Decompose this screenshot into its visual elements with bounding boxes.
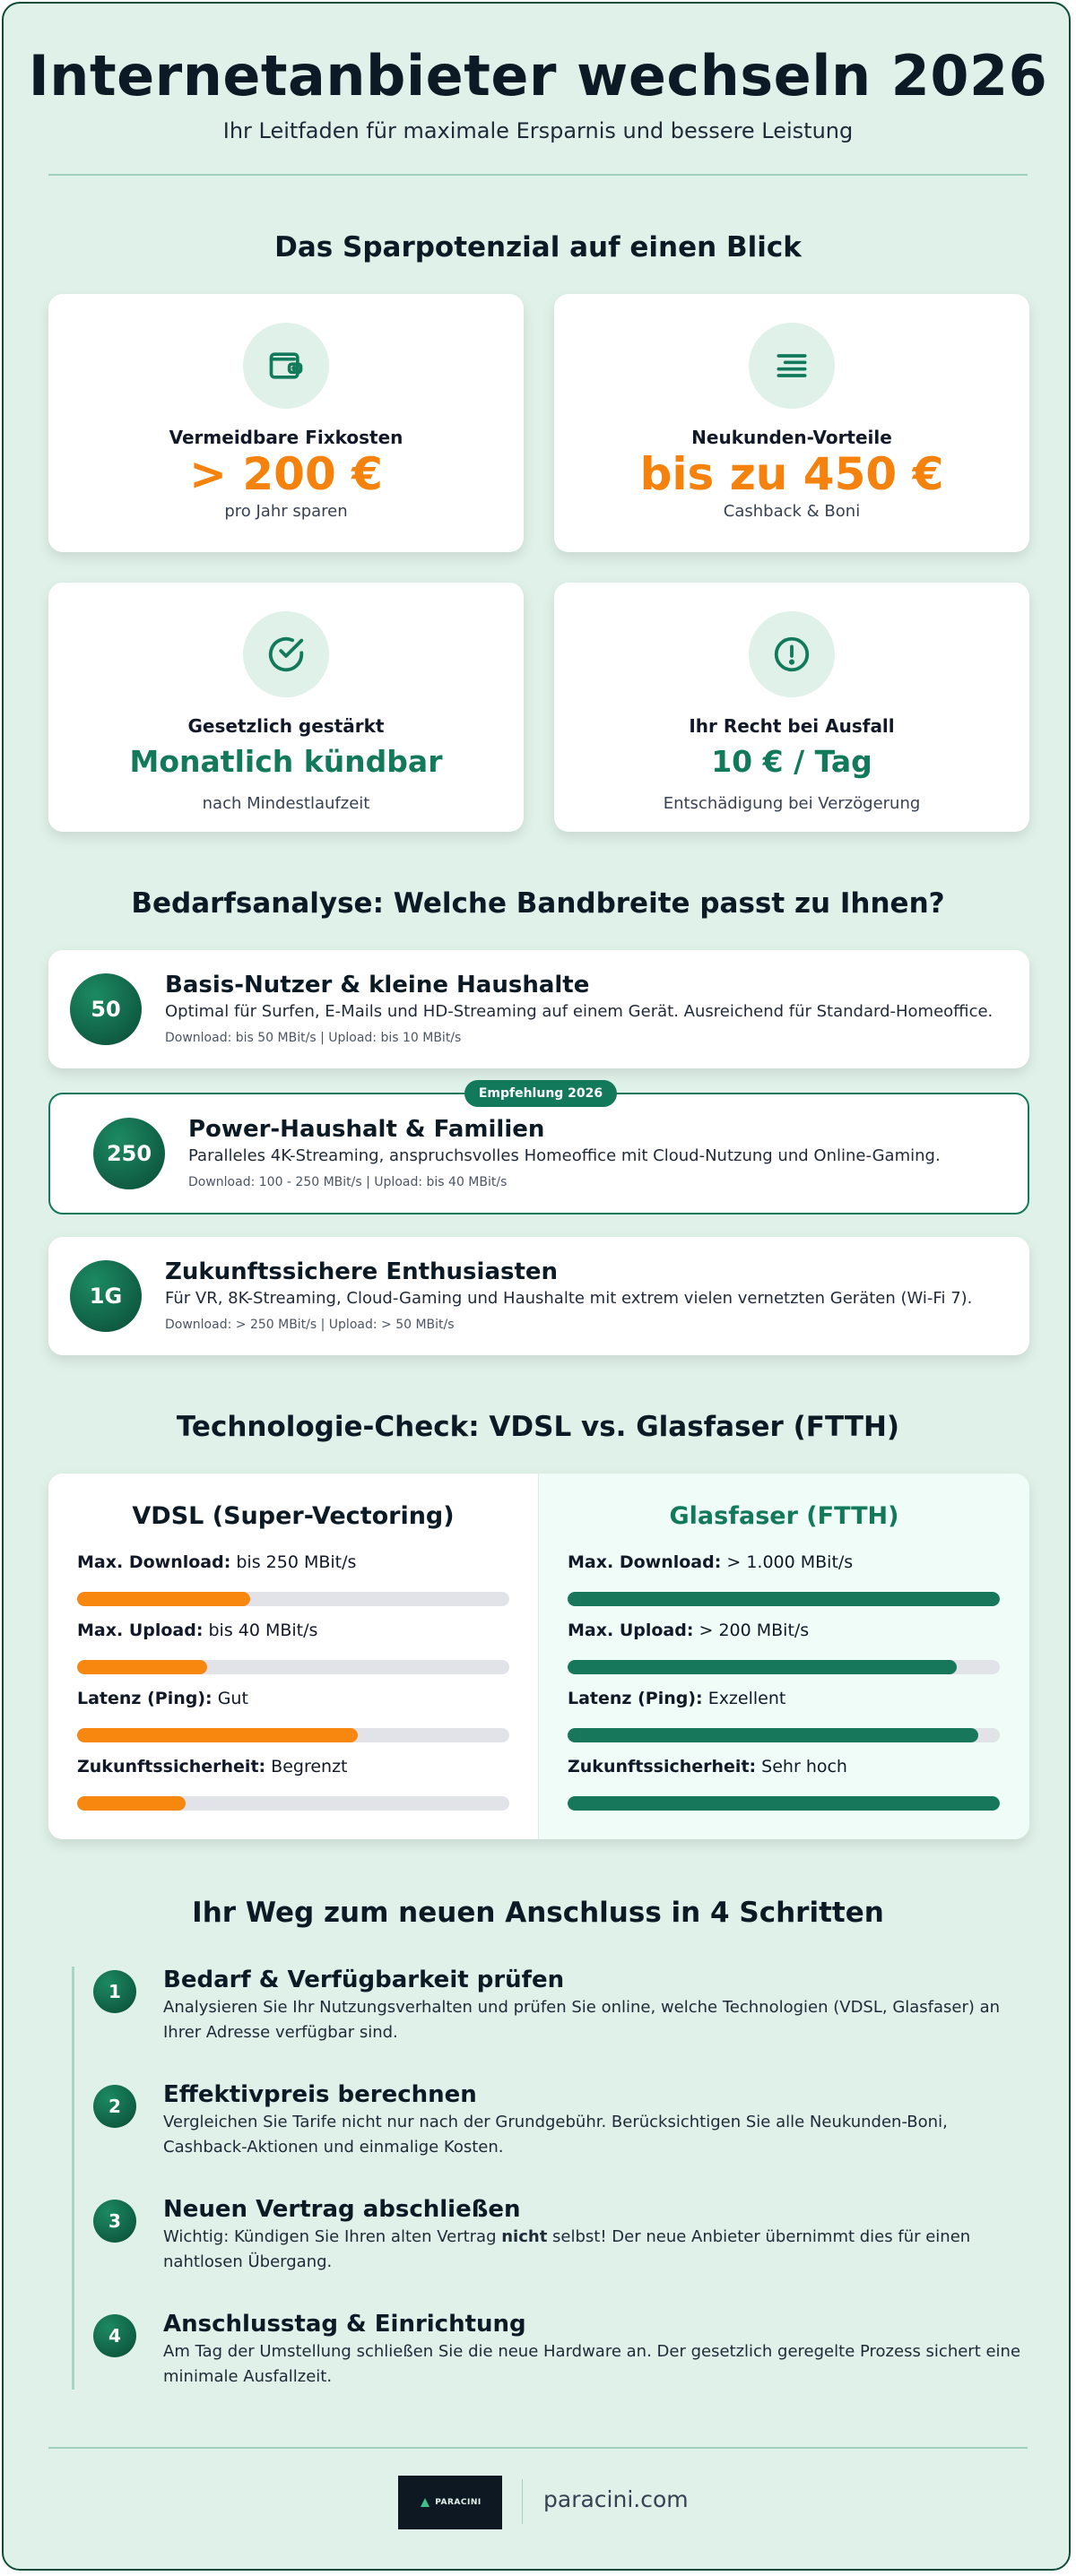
metric-latency: Latenz (Ping): Exzellent <box>568 1689 786 1708</box>
footer-website-link[interactable]: paracini.com <box>543 2486 689 2512</box>
tech-section-title: Technologie-Check: VDSL vs. Glasfaser (FTTH) <box>176 1411 900 1443</box>
metric-bar <box>77 1796 509 1811</box>
stat-subtext: Cashback & Boni <box>723 502 861 521</box>
stat-subtext: pro Jahr sparen <box>224 502 348 521</box>
stat-card-outage <box>554 583 1029 832</box>
step-number: 4 <box>93 2314 136 2357</box>
bandwidth-badge: 50 <box>70 973 142 1045</box>
logo-mark-icon <box>419 2496 431 2509</box>
step-description: Am Tag der Umstellung schließen Sie die neue Hardware an. Der gesetzlich geregelte Prozess sichert eine minimale Ausfallzeit. <box>163 2342 1021 2386</box>
stat-label: Ihr Recht bei Ausfall <box>689 715 895 737</box>
need-speeds: Download: 100 - 250 MBit/s | Upload: bis 40 MBit/s <box>188 1175 508 1189</box>
footer-divider-line <box>48 2447 1028 2449</box>
need-description: Optimal für Surfen, E-Mails und HD-Streaming auf einem Gerät. Ausreichend für Standard-Homeoffice. <box>165 1002 994 1021</box>
tech-comparison <box>48 1474 1029 1839</box>
needs-section-title: Bedarfsanalyse: Welche Bandbreite passt zu Ihnen? <box>131 887 945 920</box>
step-title: Neuen Vertrag abschließen <box>163 2196 521 2223</box>
step-description: Vergleichen Sie Tarife nicht nur nach der Grundgebühr. Berücksichtigen Sie alle Neukunden-Boni, Cashback-Aktionen und einmalige Kosten. <box>163 2113 948 2157</box>
metric-bar <box>77 1660 509 1674</box>
page-subtitle: Ihr Leitfaden für maximale Ersparnis und bessere Leistung <box>222 118 854 143</box>
infographic-frame <box>2 2 1071 2571</box>
stat-card-cancellation <box>48 583 524 832</box>
metric-bar <box>77 1592 509 1606</box>
need-title: Zukunftssichere Enthusiasten <box>165 1258 559 1285</box>
metric-upload: Max. Upload: bis 40 MBit/s <box>77 1621 318 1640</box>
stat-value: > 200 € <box>189 448 383 500</box>
need-speeds: Download: bis 50 MBit/s | Upload: bis 10 MBit/s <box>165 1031 462 1045</box>
header-divider <box>48 174 1028 176</box>
need-card-enthusiast <box>48 1237 1029 1355</box>
wallet-icon <box>243 323 329 409</box>
step-number: 1 <box>93 1970 136 2013</box>
stat-card-new-customer <box>554 294 1029 552</box>
tech-column-title: VDSL (Super-Vectoring) <box>132 1502 455 1530</box>
metric-download: Max. Download: bis 250 MBit/s <box>77 1552 357 1572</box>
stat-card-fixed-costs <box>48 294 524 552</box>
stat-label: Vermeidbare Fixkosten <box>169 427 404 448</box>
stat-subtext: nach Mindestlaufzeit <box>202 794 370 813</box>
metric-bar <box>568 1592 1000 1606</box>
steps-section-title: Ihr Weg zum neuen Anschluss in 4 Schritten <box>192 1897 884 1929</box>
recommendation-badge: Empfehlung 2026 <box>464 1080 617 1107</box>
check-circle-icon <box>243 611 329 697</box>
step-title: Effektivpreis berechnen <box>163 2081 477 2108</box>
need-description: Für VR, 8K-Streaming, Cloud-Gaming und Haushalte mit extrem vielen vernetzten Geräten (Wi-Fi 7). <box>165 1289 973 1308</box>
metric-bar <box>568 1728 1000 1742</box>
tech-column-vdsl <box>48 1474 539 1839</box>
metric-download: Max. Download: > 1.000 MBit/s <box>568 1552 854 1572</box>
bandwidth-badge: 1G <box>70 1260 142 1332</box>
footer-separator <box>522 2479 523 2524</box>
metric-bar <box>568 1796 1000 1811</box>
step-number: 2 <box>93 2085 136 2128</box>
need-card-basic <box>48 950 1029 1068</box>
step-description: Analysieren Sie Ihr Nutzungsverhalten und prüfen Sie online, welche Technologien (VDSL, Glasfaser) an Ihrer Adresse verfügbar sind. <box>163 1998 1001 2042</box>
tech-column-title: Glasfaser (FTTH) <box>669 1502 899 1530</box>
need-title: Power-Haushalt & Familien <box>188 1116 545 1143</box>
metric-bar <box>77 1728 509 1742</box>
steps-timeline <box>72 1967 74 2390</box>
step-title: Bedarf & Verfügbarkeit prüfen <box>163 1967 565 1993</box>
list-icon <box>749 323 835 409</box>
need-title: Basis-Nutzer & kleine Haushalte <box>165 972 590 998</box>
bandwidth-badge: 250 <box>93 1118 165 1189</box>
step-number: 3 <box>93 2200 136 2243</box>
step-description: Wichtig: Kündigen Sie Ihren alten Vertrag nicht selbst! Der neue Anbieter übernimmt dies für einen nahtlosen Übergang. <box>163 2227 971 2271</box>
metric-upload: Max. Upload: > 200 MBit/s <box>568 1621 810 1640</box>
alert-circle-icon <box>749 611 835 697</box>
metric-bar <box>568 1660 1000 1674</box>
need-description: Paralleles 4K-Streaming, anspruchsvolles Homeoffice mit Cloud-Nutzung und Online-Gaming. <box>188 1146 941 1165</box>
step-title: Anschlusstag & Einrichtung <box>163 2311 526 2338</box>
metric-future-proof: Zukunftssicherheit: Begrenzt <box>77 1757 348 1776</box>
stat-value: 10 € / Tag <box>711 744 872 779</box>
stat-subtext: Entschädigung bei Verzögerung <box>663 794 921 813</box>
stat-label: Gesetzlich gestärkt <box>187 715 385 737</box>
need-speeds: Download: > 250 MBit/s | Upload: > 50 MBit/s <box>165 1318 455 1332</box>
need-card-power <box>48 1086 1029 1215</box>
savings-section-title: Das Sparpotenzial auf einen Blick <box>274 231 802 264</box>
metric-latency: Latenz (Ping): Gut <box>77 1689 248 1708</box>
metric-future-proof: Zukunftssicherheit: Sehr hoch <box>568 1757 847 1776</box>
paracini-logo[interactable]: PARACINI <box>398 2476 502 2529</box>
stat-value: Monatlich kündbar <box>129 744 443 779</box>
stat-label: Neukunden-Vorteile <box>691 427 892 448</box>
page-title: Internetanbieter wechseln 2026 <box>28 43 1048 108</box>
stat-value: bis zu 450 € <box>639 448 944 500</box>
tech-column-fiber <box>539 1474 1029 1839</box>
